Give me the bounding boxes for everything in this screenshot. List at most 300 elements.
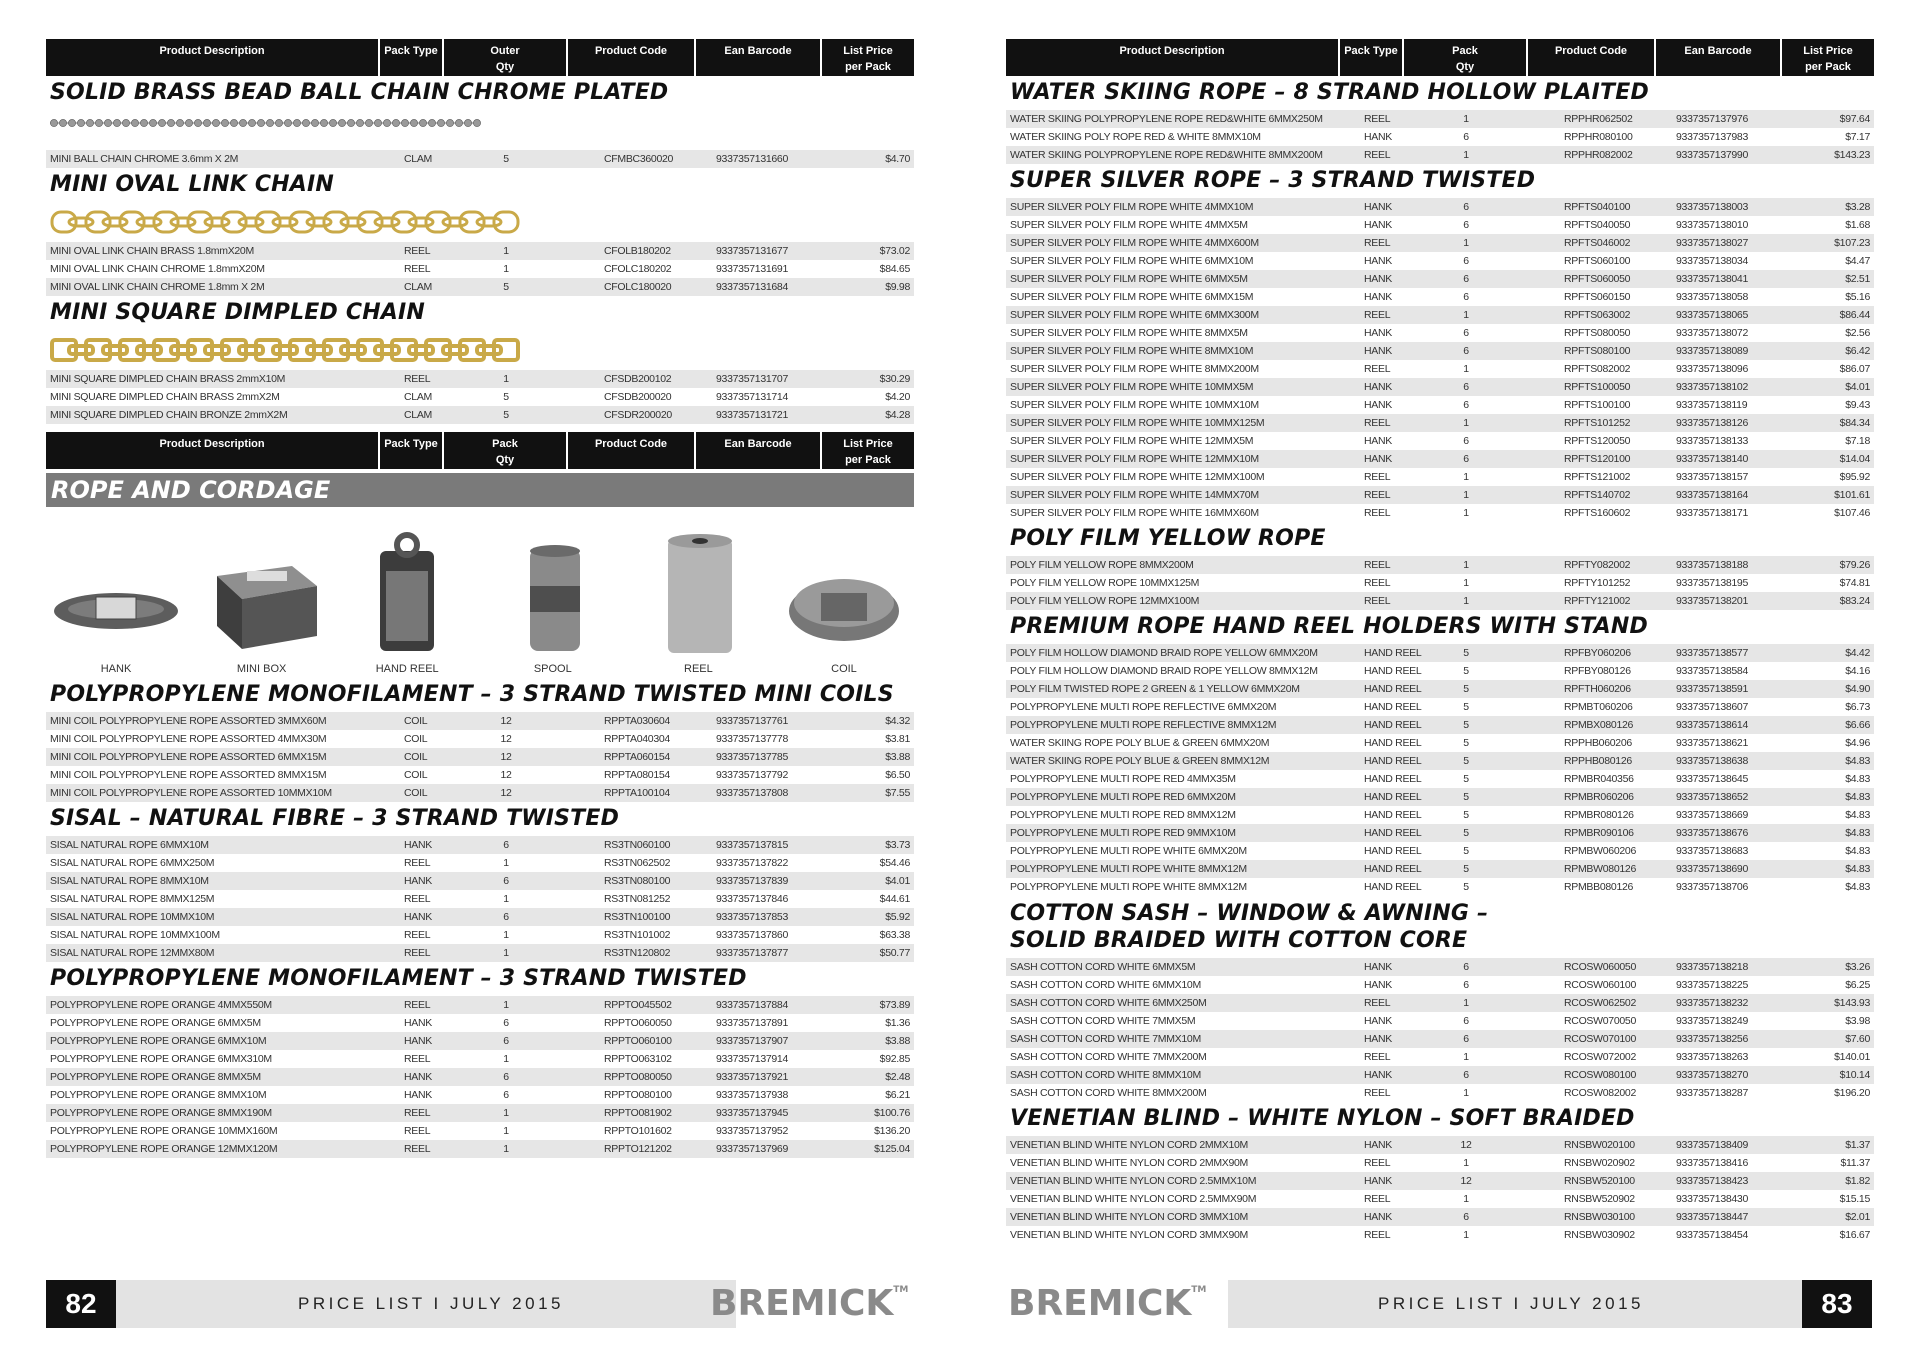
table-cell: 9337357138256: [1676, 1033, 1749, 1045]
footer-right: [1006, 1280, 1872, 1328]
table-cell: $107.23: [1834, 237, 1870, 249]
table-cell: CLAM: [404, 391, 432, 403]
table-cell: $5.16: [1845, 291, 1870, 303]
table-cell: SUPER SILVER POLY FILM ROPE WHITE 10MMX10M: [1010, 399, 1259, 411]
table-cell: RPFTS060050: [1564, 273, 1631, 285]
table-cell: REEL: [404, 893, 431, 905]
table-cell: HANK: [1364, 399, 1392, 411]
table-cell: 9337357137907: [716, 1035, 789, 1047]
table-cell: MINI SQUARE DIMPLED CHAIN BRONZE 2mmX2M: [50, 409, 288, 421]
table-cell: RPFTS063002: [1564, 309, 1631, 321]
table-row: [46, 406, 914, 424]
table-cell: MINI OVAL LINK CHAIN BRASS 1.8mmX20M: [50, 245, 254, 257]
pack-label: MINI BOX: [236, 663, 287, 675]
table-cell: HANK: [1364, 219, 1392, 231]
table-cell: 9337357138157: [1676, 471, 1749, 483]
table-row: [1006, 842, 1874, 860]
table-cell: $73.89: [879, 999, 910, 1011]
table-cell: REEL: [1364, 471, 1391, 483]
table-cell: RPFTS040050: [1564, 219, 1631, 231]
table-cell: SASH COTTON CORD WHITE 8MMX10M: [1010, 1069, 1201, 1081]
table-cell: SUPER SILVER POLY FILM ROPE WHITE 16MMX60M: [1010, 507, 1259, 519]
table-row: [46, 1068, 914, 1086]
table-cell: $4.83: [1845, 773, 1870, 785]
table-cell: $9.43: [1845, 399, 1870, 411]
product-table: [1006, 958, 1874, 1102]
table-cell: REEL: [404, 929, 431, 941]
table-row: [1006, 1048, 1874, 1066]
table-row: [1006, 770, 1874, 788]
table-cell: RPPTO121202: [604, 1143, 672, 1155]
column-header-cell: Ean Barcode: [1656, 39, 1782, 76]
table-cell: 6: [503, 875, 509, 887]
table-cell: RPFTS080100: [1564, 345, 1631, 357]
table-cell: HAND REEL: [1364, 773, 1422, 785]
pack-label: REEL: [684, 663, 713, 675]
table-cell: RNSBW020902: [1564, 1157, 1635, 1169]
table-cell: 1: [503, 999, 509, 1011]
table-cell: 5: [503, 281, 509, 293]
table-cell: HAND REEL: [1364, 701, 1422, 713]
table-cell: 9337357131691: [716, 263, 789, 275]
table-cell: HANK: [404, 1089, 432, 1101]
table-cell: $1.37: [1845, 1139, 1870, 1151]
table-cell: RPFTS080050: [1564, 327, 1631, 339]
table-cell: CFOLC180202: [604, 263, 672, 275]
section-title: SISAL – NATURAL FIBRE – 3 STRAND TWISTED: [50, 806, 620, 831]
table-cell: 1: [1463, 1193, 1469, 1205]
table-cell: $3.88: [885, 751, 910, 763]
table-cell: POLY FILM YELLOW ROPE 12MMX100M: [1010, 595, 1200, 607]
table-row: [46, 242, 914, 260]
rope-sections-left: [46, 678, 914, 1158]
table-cell: POLYPROPYLENE MULTI ROPE REFLECTIVE 6MMX20M: [1010, 701, 1277, 713]
table-cell: SISAL NATURAL ROPE 6MMX10M: [50, 839, 209, 851]
table-cell: SASH COTTON CORD WHITE 7MMX5M: [1010, 1015, 1196, 1027]
table-cell: $4.83: [1845, 845, 1870, 857]
table-cell: POLYPROPYLENE MULTI ROPE RED 9MMX10M: [1010, 827, 1236, 839]
table-cell: 9337357138263: [1676, 1051, 1749, 1063]
section-title: VENETIAN BLIND – WHITE NYLON – SOFT BRAIDED: [1010, 1106, 1635, 1131]
table-row: [46, 150, 914, 168]
table-cell: $79.26: [1839, 559, 1870, 571]
table-cell: SUPER SILVER POLY FILM ROPE WHITE 6MMX300M: [1010, 309, 1259, 321]
table-cell: POLYPROPYLENE ROPE ORANGE 8MMX5M: [50, 1071, 261, 1083]
table-cell: 1: [1463, 489, 1469, 501]
table-cell: $92.85: [879, 1053, 910, 1065]
table-cell: SASH COTTON CORD WHITE 6MMX250M: [1010, 997, 1207, 1009]
table-cell: 9337357138607: [1676, 701, 1749, 713]
table-cell: 1: [503, 929, 509, 941]
table-cell: 1: [1463, 237, 1469, 249]
table-cell: $3.88: [885, 1035, 910, 1047]
table-row: [46, 784, 914, 802]
table-cell: WATER SKIING POLYPROPYLENE ROPE RED&WHITE 8MMX200M: [1010, 149, 1323, 161]
table-cell: 1: [1463, 309, 1469, 321]
table-cell: 9337357138188: [1676, 559, 1749, 571]
table-cell: 9337357131677: [716, 245, 789, 257]
table-cell: 9337357137853: [716, 911, 789, 923]
table-cell: 9337357131707: [716, 373, 789, 385]
table-row: [1006, 486, 1874, 504]
table-cell: REEL: [404, 1125, 431, 1137]
table-cell: 9337357137969: [716, 1143, 789, 1155]
table-row: [1006, 644, 1874, 662]
table-cell: RPPTO063102: [604, 1053, 672, 1065]
table-cell: $3.81: [885, 733, 910, 745]
table-cell: $84.34: [1839, 417, 1870, 429]
table-row: [46, 944, 914, 962]
table-cell: 9337357131721: [716, 409, 789, 421]
table-cell: 6: [1463, 1033, 1469, 1045]
table-cell: SISAL NATURAL ROPE 10MMX100M: [50, 929, 220, 941]
table-cell: 9337357138225: [1676, 979, 1749, 991]
table-cell: REEL: [1364, 237, 1391, 249]
table-row: [1006, 556, 1874, 574]
table-cell: 9337357138584: [1676, 665, 1749, 677]
table-cell: RS3TN101002: [604, 929, 671, 941]
table-cell: $1.68: [1845, 219, 1870, 231]
table-cell: REEL: [404, 947, 431, 959]
table-cell: 9337357138218: [1676, 961, 1749, 973]
table-cell: 9337357138423: [1676, 1175, 1749, 1187]
column-header-cell: Product Code: [568, 39, 696, 76]
table-row: [46, 908, 914, 926]
table-cell: $107.46: [1834, 507, 1870, 519]
table-cell: RCOSW070100: [1564, 1033, 1636, 1045]
table-cell: RCOSW062502: [1564, 997, 1636, 1009]
table-cell: RPPTO045502: [604, 999, 672, 1011]
page-number: 83: [1802, 1280, 1872, 1328]
table-cell: RS3TN080100: [604, 875, 671, 887]
pack-image: [342, 531, 472, 656]
table-cell: 6: [503, 1089, 509, 1101]
table-cell: $6.66: [1845, 719, 1870, 731]
table-cell: RCOSW082002: [1564, 1087, 1636, 1099]
table-cell: HANK: [1364, 273, 1392, 285]
table-cell: MINI COIL POLYPROPYLENE ROPE ASSORTED 8MMX15M: [50, 769, 327, 781]
table-cell: REEL: [1364, 1087, 1391, 1099]
left-page: [46, 0, 914, 1358]
table-row: [1006, 432, 1874, 450]
product-table: [46, 242, 914, 296]
table-cell: 5: [1463, 773, 1469, 785]
table-cell: HANK: [1364, 1211, 1392, 1223]
table-cell: 9337357138119: [1676, 399, 1748, 411]
footer-left: [46, 1280, 912, 1328]
table-cell: 9337357138171: [1676, 507, 1749, 519]
table-cell: 6: [1463, 201, 1469, 213]
table-cell: $50.77: [879, 947, 910, 959]
pack-coil: [774, 513, 914, 678]
table-cell: POLY FILM YELLOW ROPE 8MMX200M: [1010, 559, 1194, 571]
table-cell: 9337357138003: [1676, 201, 1749, 213]
table-cell: RPPTA060154: [604, 751, 670, 763]
table-cell: SUPER SILVER POLY FILM ROPE WHITE 12MMX5M: [1010, 435, 1254, 447]
table-cell: REEL: [404, 999, 431, 1011]
section-title: MINI SQUARE DIMPLED CHAIN: [50, 300, 426, 325]
table-cell: RPMBW060206: [1564, 845, 1636, 857]
table-row: [1006, 234, 1874, 252]
table-cell: RPMBR060206: [1564, 791, 1634, 803]
table-row: [1006, 128, 1874, 146]
table-cell: POLY FILM HOLLOW DIAMOND BRAID ROPE YELLOW 8MMX12M: [1010, 665, 1318, 677]
table-cell: HANK: [1364, 979, 1392, 991]
table-cell: HANK: [1364, 1175, 1392, 1187]
table-cell: HAND REEL: [1364, 845, 1422, 857]
table-cell: 9337357138249: [1676, 1015, 1749, 1027]
table-cell: CFOLC180020: [604, 281, 672, 293]
right-page: [1006, 0, 1874, 1358]
table-cell: 9337357138010: [1676, 219, 1749, 231]
column-header-cell: List Price per Pack: [843, 438, 893, 466]
table-cell: SASH COTTON CORD WHITE 8MMX200M: [1010, 1087, 1207, 1099]
table-cell: CFSDB200020: [604, 391, 672, 403]
table-cell: $196.20: [1834, 1087, 1870, 1099]
table-cell: HAND REEL: [1364, 665, 1422, 677]
table-cell: $6.50: [885, 769, 910, 781]
column-header-cell: Pack Type: [380, 39, 444, 76]
table-cell: $4.83: [1845, 809, 1870, 821]
table-cell: COIL: [404, 751, 428, 763]
table-cell: $9.98: [885, 281, 910, 293]
table-cell: MINI SQUARE DIMPLED CHAIN BRASS 2mmX10M: [50, 373, 286, 385]
table-cell: MINI OVAL LINK CHAIN CHROME 1.8mm X 2M: [50, 281, 265, 293]
table-cell: POLYPROPYLENE ROPE ORANGE 6MMX310M: [50, 1053, 272, 1065]
table-cell: RS3TN120802: [604, 947, 671, 959]
table-row: [1006, 680, 1874, 698]
column-header: [46, 39, 914, 76]
table-cell: 12: [1460, 1139, 1472, 1151]
table-cell: 6: [503, 911, 509, 923]
section-title: MINI OVAL LINK CHAIN: [50, 172, 334, 197]
table-row: [46, 712, 914, 730]
table-cell: 5: [1463, 755, 1469, 767]
column-header-cell: Ean Barcode: [696, 39, 822, 76]
table-cell: RS3TN062502: [604, 857, 671, 869]
table-cell: 9337357137846: [716, 893, 789, 905]
pack-image: [779, 531, 909, 656]
pack-image: [633, 531, 763, 656]
column-header-cell: Outer Qty: [444, 39, 568, 76]
table-cell: RPPHR080100: [1564, 131, 1633, 143]
table-cell: $63.38: [879, 929, 910, 941]
table-cell: REEL: [1364, 577, 1391, 589]
table-cell: WATER SKIING ROPE POLY BLUE & GREEN 8MMX12M: [1010, 755, 1270, 767]
pack-label: SPOOL: [533, 663, 572, 675]
table-cell: HAND REEL: [1364, 683, 1422, 695]
table-cell: HANK: [1364, 201, 1392, 213]
oval-link-chain-image: [50, 208, 914, 236]
column-header-cell: Pack Type: [1340, 39, 1404, 76]
table-cell: RNSBW030902: [1564, 1229, 1635, 1241]
column-header-cell: List Price per Pack: [1803, 45, 1853, 73]
table-cell: RNSBW520100: [1564, 1175, 1635, 1187]
table-cell: MINI BALL CHAIN CHROME 3.6mm X 2M: [50, 153, 239, 165]
table-cell: SUPER SILVER POLY FILM ROPE WHITE 12MMX100M: [1010, 471, 1265, 483]
table-row: [1006, 976, 1874, 994]
table-cell: POLYPROPYLENE ROPE ORANGE 10MMX160M: [50, 1125, 278, 1137]
table-cell: $4.70: [885, 153, 910, 165]
table-cell: RPPTA100104: [604, 787, 670, 799]
table-cell: REEL: [404, 263, 431, 275]
table-row: [46, 996, 914, 1014]
table-cell: SUPER SILVER POLY FILM ROPE WHITE 8MMX10M: [1010, 345, 1254, 357]
table-cell: 12: [500, 751, 512, 763]
table-row: [1006, 806, 1874, 824]
table-row: [46, 1086, 914, 1104]
section-title: PREMIUM ROPE HAND REEL HOLDERS WITH STAND: [1010, 614, 1648, 639]
pack-image: [197, 531, 327, 656]
table-cell: 12: [500, 787, 512, 799]
table-row: [46, 1122, 914, 1140]
table-cell: $4.83: [1845, 881, 1870, 893]
table-cell: REEL: [1364, 1193, 1391, 1205]
table-cell: 6: [1463, 1015, 1469, 1027]
table-cell: $100.76: [874, 1107, 910, 1119]
table-cell: HANK: [1364, 453, 1392, 465]
table-cell: HANK: [1364, 131, 1392, 143]
table-cell: 1: [503, 893, 509, 905]
table-row: [1006, 824, 1874, 842]
column-header-cell: Product Description: [46, 39, 380, 76]
table-cell: 9337357137990: [1676, 149, 1749, 161]
table-cell: VENETIAN BLIND WHITE NYLON CORD 3MMX90M: [1010, 1229, 1249, 1241]
table-cell: 9337357138430: [1676, 1193, 1749, 1205]
table-cell: HANK: [404, 875, 432, 887]
table-cell: WATER SKIING POLY ROPE RED & WHITE 8MMX10M: [1010, 131, 1261, 143]
rope-sections-right: [1006, 76, 1874, 1244]
table-cell: 9337357131660: [716, 153, 789, 165]
table-cell: 1: [503, 947, 509, 959]
table-cell: 9337357138089: [1676, 345, 1749, 357]
table-cell: POLYPROPYLENE MULTI ROPE RED 6MMX20M: [1010, 791, 1236, 803]
table-cell: REEL: [1364, 997, 1391, 1009]
table-row: [1006, 662, 1874, 680]
table-cell: $4.28: [885, 409, 910, 421]
table-cell: HANK: [1364, 435, 1392, 447]
table-cell: RPFTS120050: [1564, 435, 1631, 447]
table-cell: WATER SKIING POLYPROPYLENE ROPE RED&WHITE 6MMX250M: [1010, 113, 1323, 125]
table-cell: POLYPROPYLENE ROPE ORANGE 8MMX10M: [50, 1089, 267, 1101]
table-cell: RPFTY082002: [1564, 559, 1631, 571]
table-cell: $2.01: [1845, 1211, 1870, 1223]
table-cell: RPFBY060206: [1564, 647, 1631, 659]
page-number: 82: [46, 1280, 116, 1328]
table-cell: 6: [1463, 979, 1469, 991]
table-cell: RPFTS060100: [1564, 255, 1631, 267]
table-cell: 5: [1463, 683, 1469, 695]
table-cell: SUPER SILVER POLY FILM ROPE WHITE 10MMX5M: [1010, 381, 1254, 393]
table-cell: 9337357138072: [1676, 327, 1749, 339]
table-cell: RPFTS160602: [1564, 507, 1631, 519]
table-cell: SASH COTTON CORD WHITE 7MMX200M: [1010, 1051, 1207, 1063]
table-cell: 1: [503, 1053, 509, 1065]
table-cell: 9337357138027: [1676, 237, 1749, 249]
table-row: [46, 748, 914, 766]
table-cell: POLYPROPYLENE ROPE ORANGE 12MMX120M: [50, 1143, 278, 1155]
table-cell: SUPER SILVER POLY FILM ROPE WHITE 14MMX70M: [1010, 489, 1259, 501]
table-cell: HANK: [1364, 345, 1392, 357]
table-cell: 5: [1463, 665, 1469, 677]
table-row: [1006, 378, 1874, 396]
table-cell: 9337357138676: [1676, 827, 1749, 839]
pack-image: [51, 531, 181, 656]
table-cell: $4.20: [885, 391, 910, 403]
product-table: [1006, 110, 1874, 164]
table-cell: HANK: [1364, 291, 1392, 303]
rope-cordage-banner: ROPE AND CORDAGE: [46, 473, 914, 507]
table-cell: REEL: [1364, 309, 1391, 321]
table-cell: REEL: [1364, 1157, 1391, 1169]
table-cell: RCOSW080100: [1564, 1069, 1636, 1081]
table-cell: $4.83: [1845, 755, 1870, 767]
table-cell: $4.01: [1845, 381, 1870, 393]
table-cell: 6: [503, 1071, 509, 1083]
column-header: [46, 432, 914, 469]
table-cell: 5: [1463, 881, 1469, 893]
table-cell: $11.37: [1840, 1157, 1870, 1169]
table-cell: $83.24: [1839, 595, 1870, 607]
table-cell: 1: [1463, 113, 1469, 125]
pack-label: HANK: [100, 663, 132, 675]
table-cell: 9337357137822: [716, 857, 789, 869]
product-table: [46, 996, 914, 1158]
table-row: [46, 836, 914, 854]
section-title: SOLID BRASS BEAD BALL CHAIN CHROME PLATED: [50, 80, 669, 105]
table-row: [46, 872, 914, 890]
table-cell: CFSDB200102: [604, 373, 672, 385]
table-cell: $16.67: [1839, 1229, 1870, 1241]
table-cell: HANK: [404, 839, 432, 851]
table-cell: RPFBY080126: [1564, 665, 1631, 677]
table-cell: RPPTA040304: [604, 733, 670, 745]
table-cell: 5: [1463, 809, 1469, 821]
table-cell: 1: [1463, 1229, 1469, 1241]
table-cell: 9337357138621: [1676, 737, 1749, 749]
table-cell: SISAL NATURAL ROPE 8MMX10M: [50, 875, 209, 887]
table-cell: POLYPROPYLENE MULTI ROPE REFLECTIVE 8MMX12M: [1010, 719, 1277, 731]
pack-reel: [628, 513, 768, 678]
table-cell: $73.02: [879, 245, 910, 257]
table-cell: $6.42: [1845, 345, 1870, 357]
table-cell: 9337357137877: [716, 947, 789, 959]
table-cell: 9337357138041: [1676, 273, 1749, 285]
table-cell: POLYPROPYLENE ROPE ORANGE 6MMX10M: [50, 1035, 267, 1047]
table-cell: 9337357138195: [1676, 577, 1749, 589]
table-row: [1006, 1172, 1874, 1190]
table-cell: COIL: [404, 733, 428, 745]
table-cell: 9337357138669: [1676, 809, 1749, 821]
table-cell: RPFTY121002: [1564, 595, 1631, 607]
table-cell: HANK: [1364, 1015, 1392, 1027]
table-row: [1006, 306, 1874, 324]
table-cell: 5: [1463, 647, 1469, 659]
table-cell: RCOSW070050: [1564, 1015, 1636, 1027]
product-table: [46, 370, 914, 424]
table-cell: HAND REEL: [1364, 647, 1422, 659]
table-cell: HANK: [404, 1035, 432, 1047]
table-cell: $136.20: [874, 1125, 910, 1137]
table-cell: 6: [503, 1035, 509, 1047]
table-cell: 1: [1463, 595, 1469, 607]
table-cell: 9337357137945: [716, 1107, 789, 1119]
table-cell: RS3TN060100: [604, 839, 671, 851]
table-cell: RPFTS100050: [1564, 381, 1631, 393]
table-cell: RPPTA080154: [604, 769, 670, 781]
table-row: [46, 1014, 914, 1032]
pack-spool: [483, 513, 623, 678]
